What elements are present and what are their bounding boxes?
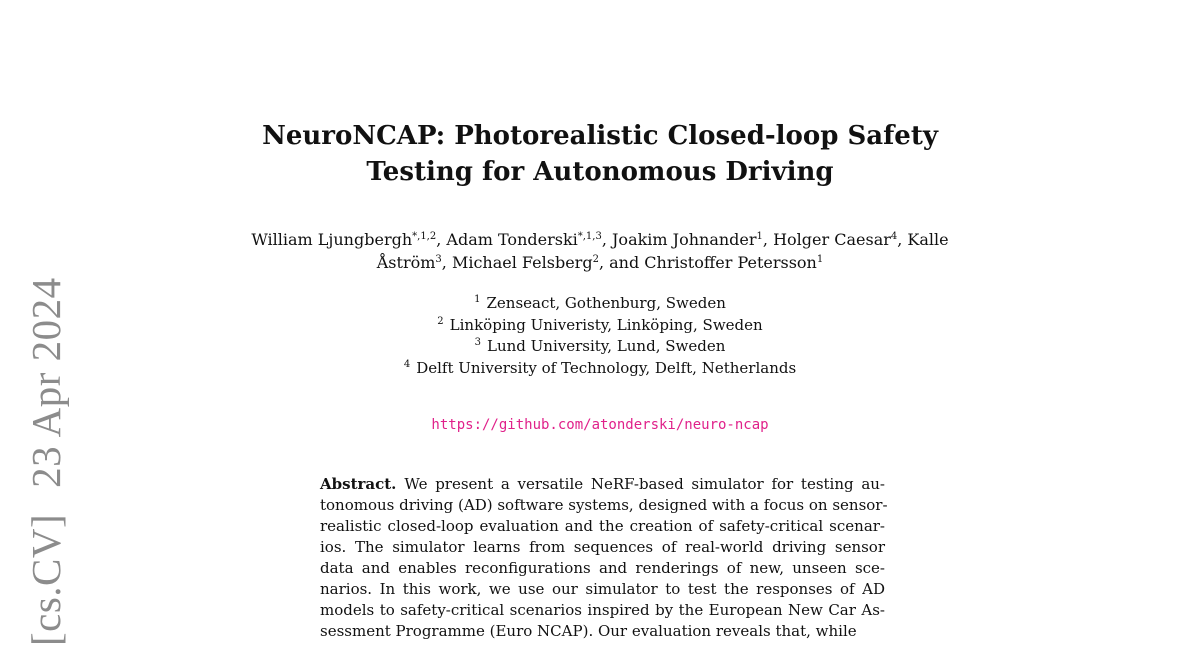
abstract-text: models to safety-critical scenarios inspired by the European New Car As- <box>320 601 885 619</box>
arxiv-date: 23 Apr 2024 <box>23 277 69 488</box>
abstract-label: Abstract. <box>320 475 397 493</box>
author <box>644 253 823 272</box>
author-separator: , <box>762 230 774 249</box>
affiliation-text: Zenseact, Gothenburg, Sweden <box>486 294 726 312</box>
abstract-text: We present a versatile NeRF-based simulator for testing au- <box>404 475 885 493</box>
affiliation-list <box>300 293 900 379</box>
author <box>612 230 773 249</box>
affiliation-number: 4 <box>403 358 411 370</box>
author <box>773 230 907 249</box>
affiliation-number: 2 <box>437 315 444 327</box>
author-separator: , <box>441 253 452 272</box>
author-affiliation-marker: 2 <box>592 254 599 265</box>
abstract-line <box>320 558 885 579</box>
author-list <box>250 228 950 274</box>
author-affiliation-marker: 1 <box>756 231 763 242</box>
arxiv-side-stamp <box>22 277 70 646</box>
affiliation <box>300 358 900 380</box>
author <box>452 253 644 272</box>
abstract-text: data and enables reconfigurations and renderings of new, unseen sce- <box>320 559 885 577</box>
author-separator: , and <box>598 253 645 272</box>
author-affiliation-marker: *,1,3 <box>577 231 602 242</box>
title-line-2: Testing for Autonomous Driving <box>366 157 834 187</box>
author-name: Joakim Johnander <box>612 230 757 249</box>
abstract-text: ios. The simulator learns from sequences of real-world driving sensor <box>320 538 885 556</box>
author-separator: , <box>897 230 908 249</box>
author-name: Michael Felsberg <box>451 253 593 272</box>
author <box>251 230 446 249</box>
author-name: Adam Tonderski <box>446 230 578 249</box>
abstract-line <box>320 474 885 495</box>
abstract <box>320 474 888 642</box>
affiliation-number: 1 <box>474 294 481 305</box>
title-line-1: NeuroNCAP: Photorealistic Closed-loop Safety <box>262 121 938 151</box>
author-separator: , <box>601 230 613 249</box>
affiliation-text: Linköping Univeristy, Linköping, Sweden <box>449 315 763 334</box>
author-affiliation-marker: 4 <box>890 231 898 242</box>
abstract-line <box>320 579 885 600</box>
author-separator: , <box>436 230 447 249</box>
abstract-line <box>320 495 888 516</box>
arxiv-category: [cs.CV] <box>23 513 69 646</box>
affiliation <box>300 293 900 315</box>
author-affiliation-marker: 3 <box>435 254 442 265</box>
author-name: Kalle Åström <box>376 230 949 272</box>
paper-title <box>250 118 950 190</box>
code-link[interactable]: https://github.com/atonderski/neuro-ncap <box>431 417 769 433</box>
author-name: Christoffer Petersson <box>644 253 817 272</box>
abstract-text: tonomous driving (AD) software systems, designed with a focus on sensor- <box>320 496 888 514</box>
author-affiliation-marker: *,1,2 <box>412 231 437 242</box>
abstract-text: sessment Programme (Euro NCAP). Our evaluation reveals that, while <box>320 622 857 640</box>
affiliation <box>300 315 900 337</box>
abstract-line <box>320 516 885 537</box>
abstract-line <box>320 600 885 621</box>
author-name: Holger Caesar <box>773 230 891 249</box>
author <box>446 230 612 249</box>
affiliation-number: 3 <box>474 337 481 348</box>
author-affiliation-marker: 1 <box>816 254 824 265</box>
abstract-line <box>320 621 885 642</box>
affiliation-text: Lund University, Lund, Sweden <box>487 337 726 355</box>
abstract-line <box>320 537 885 558</box>
affiliation <box>300 336 900 358</box>
author-name: William Ljungbergh <box>251 230 413 249</box>
affiliation-text: Delft University of Technology, Delft, Netherlands <box>416 358 797 377</box>
abstract-text: realistic closed-loop evaluation and the creation of safety-critical scenar- <box>320 517 885 535</box>
abstract-text: narios. In this work, we use our simulator to test the responses of AD <box>320 580 885 598</box>
